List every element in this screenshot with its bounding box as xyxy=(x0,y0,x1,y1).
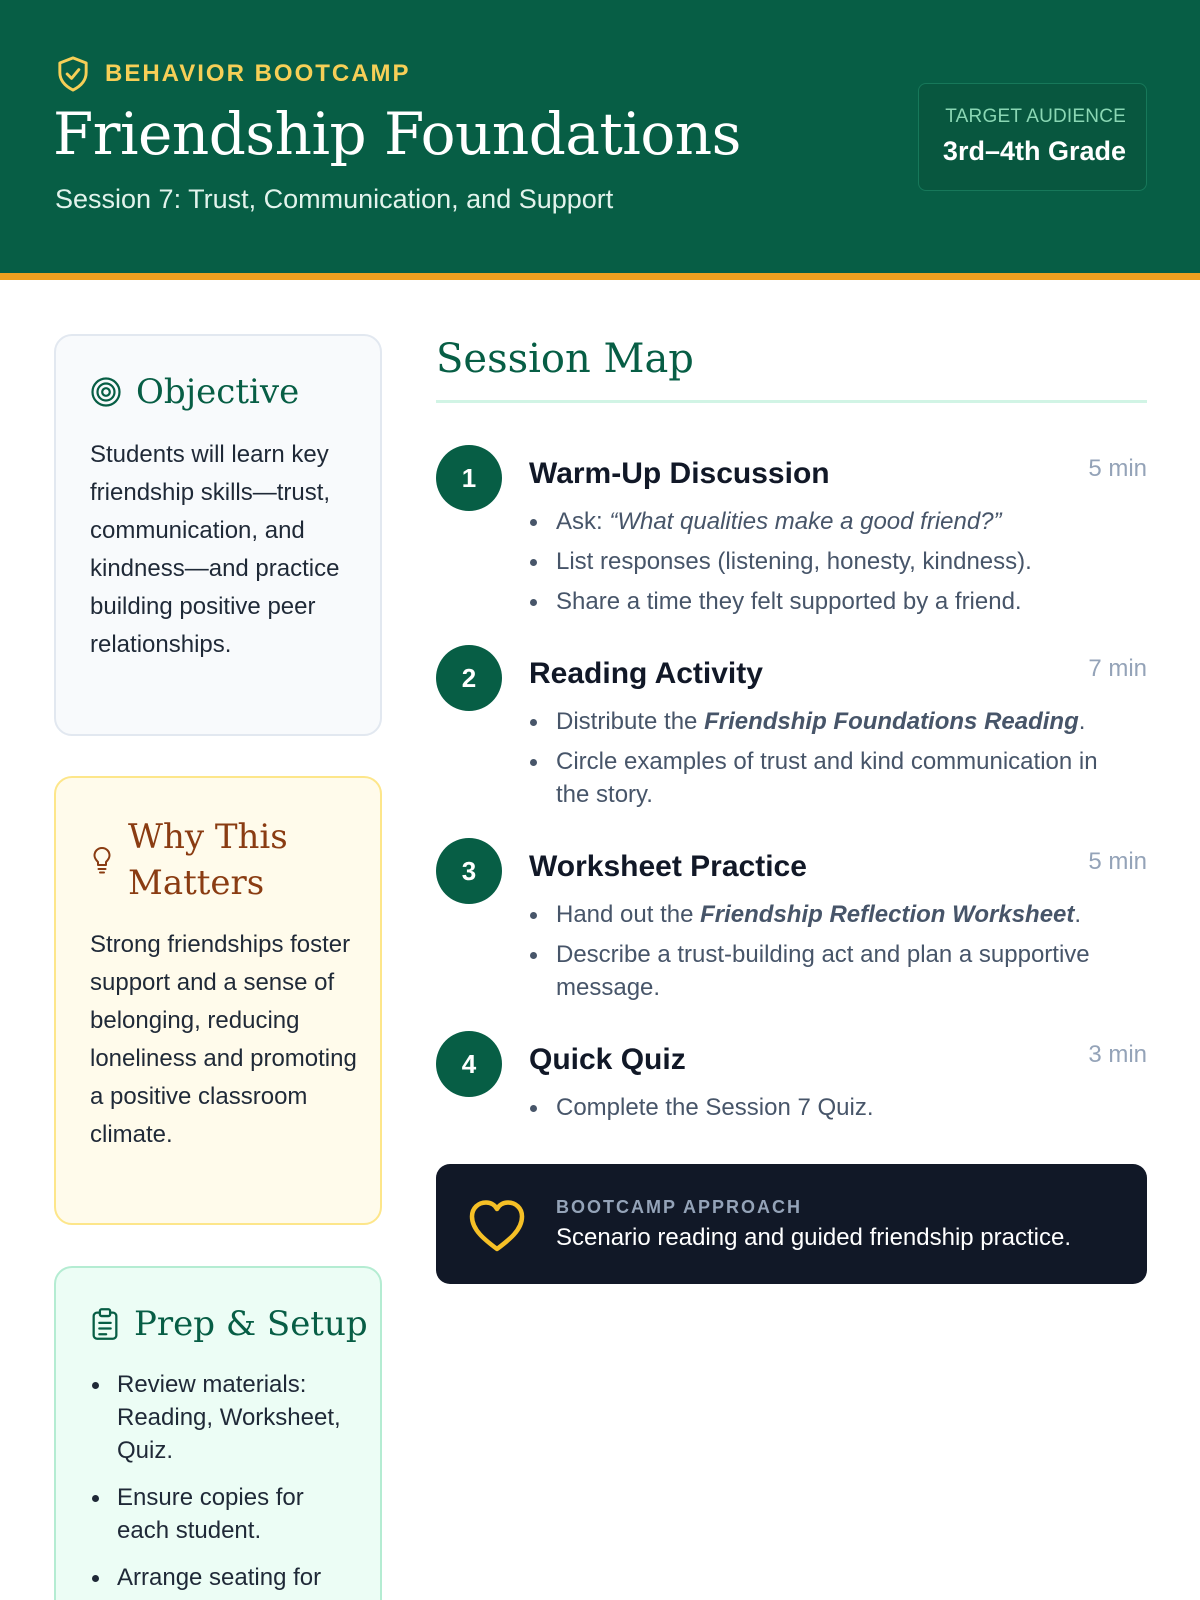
bootcamp-approach-panel xyxy=(436,1164,1147,1284)
step-number-badge: 2 xyxy=(436,645,502,711)
brand-label: BEHAVIOR BOOTCAMP xyxy=(105,60,411,87)
step-title: Worksheet Practice xyxy=(529,850,807,883)
list-item: Share a time they felt supported by a friend. xyxy=(529,585,1129,618)
objective-text: Students will learn key friendship skills—trust, communication, and kindness—and practice building positive peer relationships. xyxy=(90,441,340,658)
step-bullets xyxy=(529,705,1129,818)
heart-icon xyxy=(466,1197,528,1255)
why-header xyxy=(90,814,328,906)
step-bullets xyxy=(529,1091,1129,1131)
divider xyxy=(436,400,1147,403)
list-item: Describe a trust-building act and plan a supportive message. xyxy=(529,938,1129,1004)
step-title: Warm-Up Discussion xyxy=(529,457,830,490)
target-icon xyxy=(90,376,122,408)
approach-text: Scenario reading and guided friendship practice. xyxy=(556,1224,1072,1251)
list-item: Ensure copies for each student. xyxy=(90,1481,360,1547)
list-item: Complete the Session 7 Quiz. xyxy=(529,1091,1129,1124)
prep-card xyxy=(54,1266,382,1600)
objective-title: Objective xyxy=(136,372,300,412)
step-duration: 5 min xyxy=(1088,848,1147,875)
prep-title: Prep & Setup xyxy=(134,1304,368,1344)
list-item: Circle examples of trust and kind communication in the story. xyxy=(529,745,1129,811)
step-duration: 3 min xyxy=(1088,1041,1147,1068)
step-duration: 5 min xyxy=(1088,455,1147,482)
step-number-badge: 4 xyxy=(436,1031,502,1097)
step-title: Quick Quiz xyxy=(529,1043,686,1076)
audience-badge xyxy=(918,83,1147,191)
list-item: Distribute the Friendship Foundations Reading. xyxy=(529,705,1129,738)
header-banner xyxy=(0,0,1200,280)
step-3 xyxy=(436,838,1147,1018)
list-item: Hand out the Friendship Reflection Worksheet. xyxy=(529,898,1129,931)
why-card xyxy=(54,776,382,1225)
prep-header xyxy=(90,1304,368,1344)
list-item: Ask: “What qualities make a good friend?” xyxy=(529,505,1129,538)
step-duration: 7 min xyxy=(1088,655,1147,682)
shield-check-icon xyxy=(55,55,91,93)
step-1 xyxy=(436,445,1147,625)
step-number-badge: 3 xyxy=(436,838,502,904)
step-title: Reading Activity xyxy=(529,657,763,690)
audience-label: TARGET AUDIENCE xyxy=(945,106,1126,127)
why-text: Strong friendships foster support and a sense of belonging, reducing loneliness and promoting a positive classroom climate. xyxy=(90,931,357,1148)
lightbulb-icon xyxy=(90,845,114,875)
objective-header xyxy=(90,372,299,412)
approach-label: BOOTCAMP APPROACH xyxy=(556,1197,803,1217)
objective-card xyxy=(54,334,382,736)
prep-list xyxy=(90,1368,360,1600)
step-2 xyxy=(436,645,1147,825)
step-4 xyxy=(436,1031,1147,1151)
clipboard-icon xyxy=(90,1307,120,1341)
list-item: List responses (listening, honesty, kindness). xyxy=(529,545,1129,578)
step-bullets xyxy=(529,505,1129,625)
step-bullets xyxy=(529,898,1129,1011)
why-title: Why This Matters xyxy=(128,817,288,903)
list-item: Arrange seating for xyxy=(90,1561,360,1594)
audience-value: 3rd–4th Grade xyxy=(942,136,1126,166)
page-subtitle: Session 7: Trust, Communication, and Support xyxy=(55,184,614,214)
page-title: Friendship Foundations xyxy=(53,100,741,168)
session-map-title: Session Map xyxy=(436,336,694,382)
list-item: Review materials: Reading, Worksheet, Quiz. xyxy=(90,1368,360,1467)
brand xyxy=(55,55,411,93)
step-number-badge: 1 xyxy=(436,445,502,511)
